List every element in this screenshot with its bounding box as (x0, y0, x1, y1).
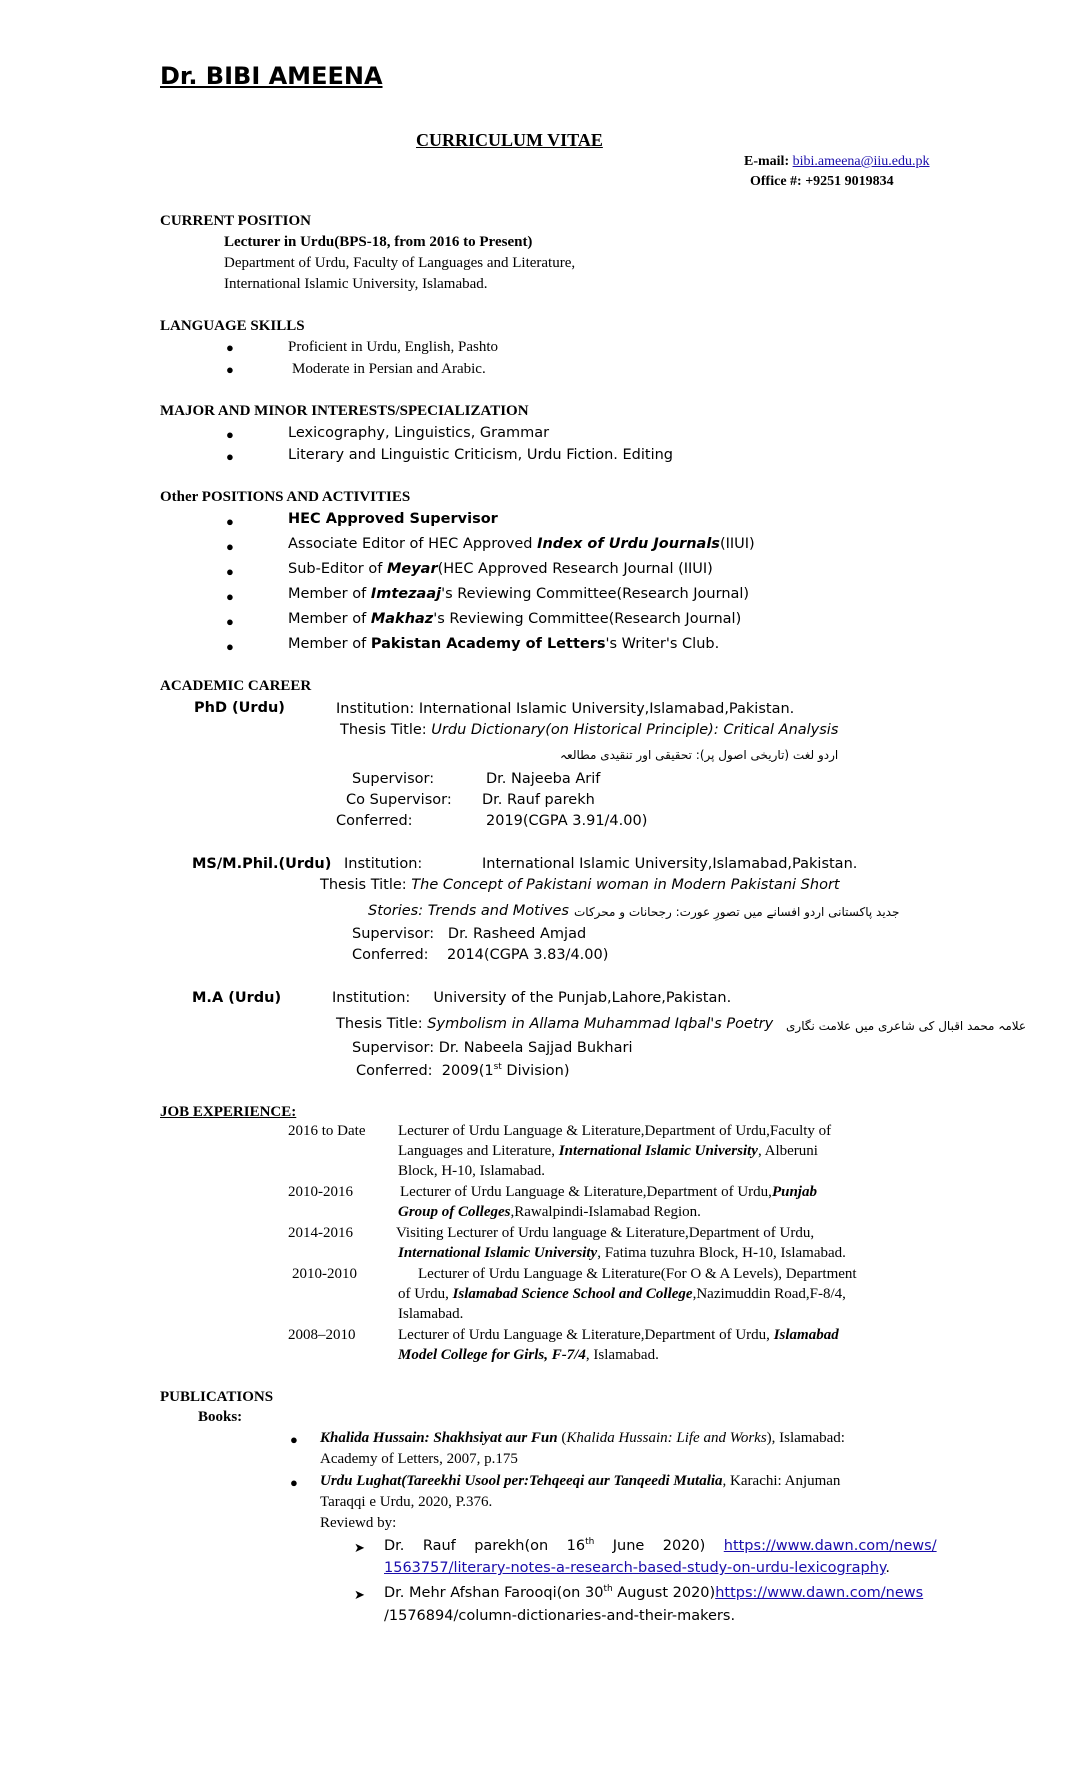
phd-cosupervisor-label: Co Supervisor: (346, 792, 452, 808)
job-desc-line: International Islamic University, Fatima tuzuhra Block, H-10, Islamabad. (398, 1245, 846, 1261)
language-skill-item: Proficient in Urdu, English, Pashto (288, 339, 498, 355)
job-years: 2016 to Date (288, 1123, 366, 1139)
section-language-skills: LANGUAGE SKILLS (160, 318, 305, 334)
review-link[interactable]: 1563757/literary-notes-a-research-based-study-on-urdu-lexicography (384, 1560, 886, 1576)
job-desc-line: Languages and Literature, International Islamic University, Alberuni (398, 1143, 818, 1159)
section-interests: MAJOR AND MINOR INTERESTS/SPECIALIZATION (160, 403, 529, 419)
language-skill-item: Moderate in Persian and Arabic. (292, 361, 486, 377)
job-desc-line: Group of Colleges,Rawalpindi-Islamabad Region. (398, 1204, 701, 1220)
ma-degree: M.A (Urdu) (192, 990, 282, 1006)
phd-supervisor-label: Supervisor: (352, 771, 435, 787)
bullet-icon: ● (226, 614, 234, 629)
email-label: E-mail: (744, 154, 790, 169)
phd-institution: Institution: International Islamic University,Islamabad,Pakistan. (336, 701, 795, 717)
bullet-icon: ● (226, 427, 234, 442)
bullet-icon: ● (226, 362, 234, 377)
review-entry-line: Dr. Rauf parekh(on 16th June 2020) https://www.dawn.com/news/ (384, 1537, 937, 1554)
job-desc-line: Lecturer of Urdu Language & Literature(For O & A Levels), Department (418, 1266, 857, 1282)
position-item: HEC Approved Supervisor (288, 511, 498, 527)
job-years: 2008–2010 (288, 1327, 356, 1343)
reviewed-by-label: Reviewd by: (320, 1515, 397, 1531)
ma-thesis-urdu: علامہ محمد اقبال کی شاعری میں علامت نگاری (786, 1019, 1027, 1033)
position-item: Associate Editor of HEC Approved Index of Urdu Journals(IIUI) (288, 536, 755, 552)
phd-thesis-urdu: اردو لغت (تاریخی اصول پر): تحقیقی اور تنقیدی مطالعہ (560, 748, 839, 762)
phd-cosupervisor: Dr. Rauf parekh (482, 792, 595, 808)
job-desc-line: Visiting Lecturer of Urdu language & Literature,Department of Urdu, (396, 1225, 815, 1241)
book-entry-line: Urdu Lughat(Tareekhi Usool per:Tehqeeqi aur Tanqeedi Mutalia, Karachi: Anjuman (320, 1473, 841, 1489)
current-position-dept: Department of Urdu, Faculty of Languages and Literature, (224, 255, 576, 271)
review-entry-line: /1576894/column-dictionaries-and-their-makers. (384, 1608, 736, 1624)
job-desc-line: Islamabad. (398, 1306, 464, 1322)
ms-thesis-line2: Stories: Trends and Motives (368, 903, 569, 919)
ms-institution: International Islamic University,Islamabad,Pakistan. (482, 856, 858, 872)
bullet-icon: ● (226, 539, 234, 554)
email-link[interactable]: bibi.ameena@iiu.edu.pk (792, 154, 930, 169)
books-label: Books: (198, 1409, 243, 1425)
ms-institution-label: Institution: (344, 856, 423, 872)
section-academic-career: ACADEMIC CAREER (160, 678, 312, 694)
ma-thesis: Thesis Title: Symbolism in Allama Muhammad Iqbal's Poetry (336, 1016, 774, 1032)
book-entry-line: Taraqqi e Urdu, 2020, P.376. (320, 1494, 493, 1510)
ms-thesis-line1: Thesis Title: The Concept of Pakistani woman in Modern Pakistani Short (320, 877, 840, 893)
section-current-position: CURRENT POSITION (160, 213, 312, 229)
book-entry-line: Khalida Hussain: Shakhsiyat aur Fun (Khalida Hussain: Life and Works), Islamabad: (320, 1430, 845, 1446)
job-desc-line: Lecturer of Urdu Language & Literature,Department of Urdu,Faculty of (398, 1123, 832, 1139)
job-desc-line: Block, H-10, Islamabad. (398, 1163, 546, 1179)
arrow-bullet-icon: ➤ (354, 1587, 365, 1602)
review-entry-line: 1563757/literary-notes-a-research-based-study-on-urdu-lexicography. (384, 1560, 891, 1576)
arrow-bullet-icon: ➤ (354, 1540, 365, 1555)
bullet-icon: ● (226, 564, 234, 579)
review-entry-line: Dr. Mehr Afshan Farooqi(on 30th August 2020)https://www.dawn.com/news (384, 1584, 924, 1601)
job-years: 2014-2016 (288, 1225, 353, 1241)
review-link[interactable]: https://www.dawn.com/news/ (723, 1537, 937, 1554)
office-phone: Office #: +9251 9019834 (750, 174, 894, 189)
job-desc-line: of Urdu, Islamabad Science School and College,Nazimuddin Road,F-8/4, (398, 1286, 846, 1302)
job-desc-line: Model College for Girls, F-7/4, Islamabad. (398, 1347, 659, 1363)
position-item: Member of Imtezaaj's Reviewing Committee(Research Journal) (288, 586, 750, 602)
document-title: CURRICULUM VITAE (416, 130, 603, 150)
position-item: Member of Makhaz's Reviewing Committee(Research Journal) (288, 611, 742, 627)
position-item: Sub-Editor of Meyar(HEC Approved Research Journal (IIUI) (288, 561, 713, 577)
book-entry-line: Academy of Letters, 2007, p.175 (320, 1451, 518, 1467)
section-publications: PUBLICATIONS (160, 1389, 274, 1405)
bullet-icon: ● (226, 340, 234, 355)
bullet-icon: ● (226, 514, 234, 529)
author-name: Dr. BIBI AMEENA (160, 62, 383, 90)
interest-item: Lexicography, Linguistics, Grammar (288, 425, 550, 441)
phd-conferred-label: Conferred: (336, 813, 413, 829)
job-desc-line: Lecturer of Urdu Language & Literature,Department of Urdu, Islamabad (398, 1327, 839, 1343)
phd-conferred: 2019(CGPA 3.91/4.00) (486, 813, 648, 829)
position-item: Member of Pakistan Academy of Letters's Writer's Club. (288, 636, 720, 652)
section-job-experience: JOB EXPERIENCE: (160, 1104, 297, 1120)
section-other-positions: Other POSITIONS AND ACTIVITIES (160, 489, 411, 505)
phd-supervisor: Dr. Najeeba Arif (486, 771, 601, 787)
ma-conferred: Conferred: 2009(1st Division) (356, 1062, 570, 1079)
ms-thesis-urdu: جدید پاکستانی اردو افسانے میں تصورِ عورت: رجحانات و محرکات (574, 905, 900, 919)
current-position-title: Lecturer in Urdu(BPS-18, from 2016 to Present) (224, 234, 533, 250)
current-position-univ: International Islamic University, Islamabad. (224, 276, 488, 292)
ma-institution: Institution: University of the Punjab,Lahore,Pakistan. (332, 990, 732, 1006)
job-years: 2010-2010 (292, 1266, 357, 1282)
phd-degree: PhD (Urdu) (194, 700, 285, 716)
bullet-icon: ● (226, 639, 234, 654)
review-link[interactable]: https://www.dawn.com/news (715, 1584, 924, 1601)
ms-supervisor: Supervisor: Dr. Rasheed Amjad (352, 926, 587, 942)
bullet-icon: ● (290, 1432, 298, 1447)
job-desc-line: Lecturer of Urdu Language & Literature,Department of Urdu,Punjab (400, 1184, 817, 1200)
phd-thesis: Thesis Title: Urdu Dictionary(on Historical Principle): Critical Analysis (340, 722, 839, 738)
ms-degree: MS/M.Phil.(Urdu) (192, 856, 332, 872)
interest-item: Literary and Linguistic Criticism, Urdu Fiction. Editing (288, 447, 674, 463)
bullet-icon: ● (226, 449, 234, 464)
email-line (744, 154, 930, 170)
bullet-icon: ● (290, 1475, 298, 1490)
ma-supervisor: Supervisor: Dr. Nabeela Sajjad Bukhari (352, 1040, 633, 1056)
ms-conferred: Conferred: 2014(CGPA 3.83/4.00) (352, 947, 609, 963)
job-years: 2010-2016 (288, 1184, 353, 1200)
bullet-icon: ● (226, 589, 234, 604)
